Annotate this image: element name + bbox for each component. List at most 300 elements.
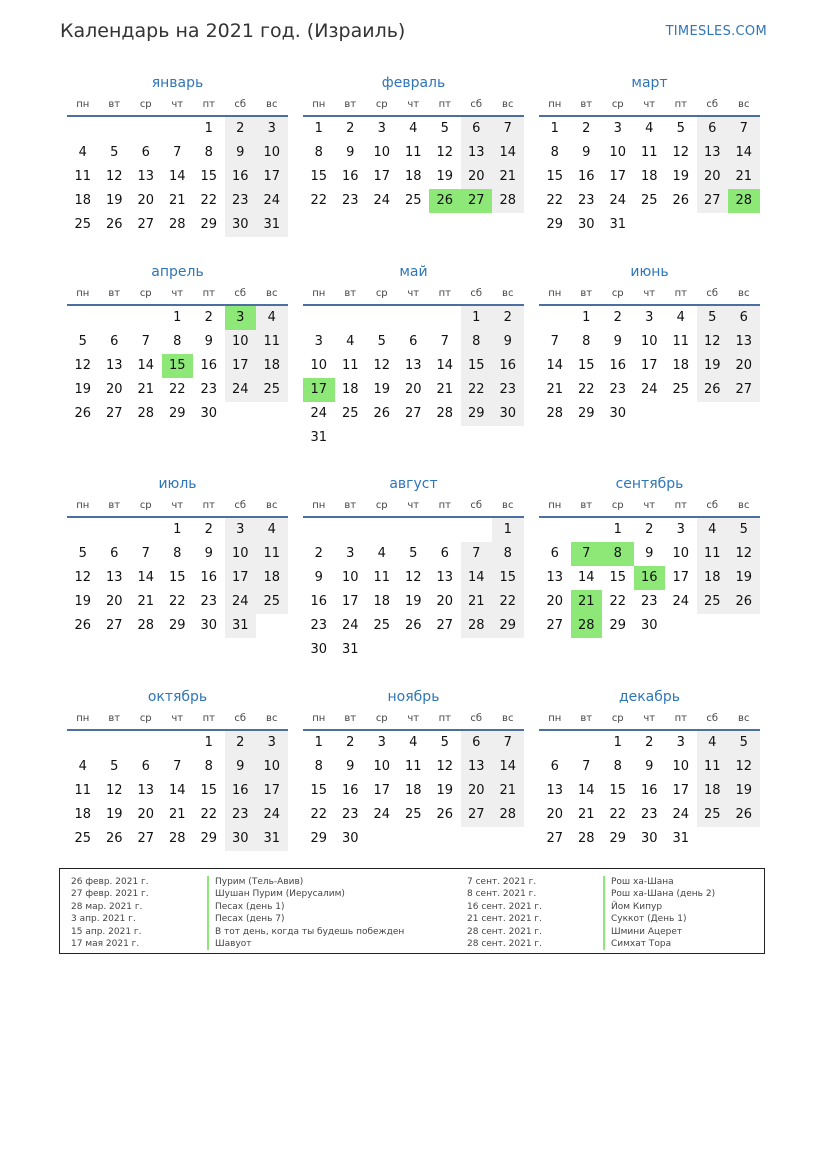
weekday-header: [303, 495, 524, 518]
day-cell: 14: [577, 570, 595, 585]
day-cell: 1: [314, 735, 323, 750]
day-cell: 25: [74, 831, 92, 846]
day-cell: 13: [546, 570, 564, 585]
day-cell: 24: [256, 803, 288, 827]
day-cell: 3: [256, 117, 288, 141]
day-cell: 16: [577, 169, 595, 184]
day-cell: 11: [373, 570, 391, 585]
day-cell: 12: [672, 145, 690, 160]
day-cell: 4: [676, 310, 685, 325]
weekday-label: ср: [375, 99, 388, 110]
day-cell: 14: [436, 358, 454, 373]
day-cell: 7: [141, 546, 150, 561]
day-cell: 3: [676, 522, 685, 537]
weekday-label: пт: [674, 99, 687, 110]
day-cell: 22: [200, 193, 218, 208]
weekday-header: [539, 283, 760, 306]
day-cell: 4: [645, 121, 654, 136]
weekday-label: пт: [202, 500, 215, 511]
day-cell: 9: [204, 334, 213, 349]
weekday-label: чт: [643, 500, 656, 511]
day-cell: 9: [346, 759, 355, 774]
day-cell: 4: [346, 334, 355, 349]
day-cell: 11: [256, 330, 288, 354]
day-cell: 12: [105, 783, 123, 798]
day-cell: 19: [728, 566, 760, 590]
day-cell: 28: [577, 831, 595, 846]
day-cell: 2: [492, 306, 524, 330]
day-cell: 15: [577, 358, 595, 373]
day-cell: 8: [204, 145, 213, 160]
day-grid: [539, 731, 760, 851]
weekday-label: вт: [108, 288, 121, 299]
day-cell: 5: [440, 121, 449, 136]
empty-cell: [571, 731, 603, 755]
month-name: август: [389, 476, 438, 492]
day-cell: 24: [256, 189, 288, 213]
day-cell: 9: [225, 141, 257, 165]
day-cell: 3: [645, 310, 654, 325]
day-cell: 24: [341, 618, 359, 633]
weekday-header: [539, 94, 760, 117]
day-cell: 23: [310, 618, 328, 633]
day-cell: 13: [728, 330, 760, 354]
day-cell: 27: [728, 378, 760, 402]
day-cell: 22: [461, 378, 493, 402]
weekday-label: ср: [375, 500, 388, 511]
day-cell: 5: [697, 306, 729, 330]
day-cell: 13: [461, 755, 493, 779]
day-cell: 29: [609, 831, 627, 846]
day-grid: [67, 117, 288, 237]
day-cell: 9: [204, 546, 213, 561]
day-cell: 17: [256, 165, 288, 189]
day-cell: 19: [74, 382, 92, 397]
day-cell: 30: [200, 618, 218, 633]
day-cell: 19: [728, 779, 760, 803]
day-cell: 1: [173, 310, 182, 325]
day-cell: 25: [404, 193, 422, 208]
empty-cell: [303, 518, 335, 542]
day-cell: 27: [461, 803, 493, 827]
day-cell: 14: [137, 358, 155, 373]
day-cell: 28: [546, 406, 564, 421]
day-cell: 5: [728, 731, 760, 755]
weekday-label: сб: [706, 288, 719, 299]
day-cell: 30: [341, 831, 359, 846]
weekday-label: чт: [171, 99, 184, 110]
weekday-header: [67, 495, 288, 518]
day-cell: 20: [461, 165, 493, 189]
month-block: [539, 473, 760, 638]
day-cell: 21: [168, 193, 186, 208]
day-cell: 30: [640, 618, 658, 633]
day-cell: 11: [256, 542, 288, 566]
day-cell: 26: [105, 217, 123, 232]
weekday-label: ср: [139, 500, 152, 511]
day-cell: 14: [137, 570, 155, 585]
empty-cell: [130, 117, 162, 141]
day-cell: 25: [256, 378, 288, 402]
day-cell: 18: [74, 807, 92, 822]
day-cell: 28: [137, 406, 155, 421]
month-name: сентябрь: [615, 476, 684, 492]
weekday-label: пн: [548, 288, 562, 299]
empty-cell: [130, 306, 162, 330]
day-cell: 22: [310, 193, 328, 208]
day-cell: 21: [436, 382, 454, 397]
weekday-label: пн: [312, 500, 326, 511]
day-cell: 20: [461, 779, 493, 803]
holiday-date: 7 сент. 2021 г.: [467, 877, 537, 887]
day-cell: 4: [409, 121, 418, 136]
weekday-label: вт: [344, 99, 357, 110]
day-cell: 6: [550, 546, 559, 561]
day-cell: 16: [341, 783, 359, 798]
day-cell: 11: [672, 334, 690, 349]
day-cell: 28: [168, 217, 186, 232]
day-cell: 26: [697, 378, 729, 402]
day-cell: 8: [461, 330, 493, 354]
day-cell: 7: [492, 117, 524, 141]
day-cell: 27: [105, 406, 123, 421]
day-cell: 16: [200, 358, 218, 373]
day-cell: 7: [582, 759, 591, 774]
day-cell: 25: [256, 590, 288, 614]
holiday-date: 21 сент. 2021 г.: [467, 914, 543, 925]
day-cell: 17: [672, 570, 690, 585]
empty-cell: [130, 731, 162, 755]
holiday-date: 15 апр. 2021 г.: [71, 926, 142, 937]
weekday-label: вс: [266, 288, 278, 299]
weekday-label: пн: [76, 500, 90, 511]
day-cell: 12: [105, 169, 123, 184]
day-cell: 15: [546, 169, 564, 184]
day-cell: 29: [168, 618, 186, 633]
day-cell: 23: [640, 807, 658, 822]
day-cell: 16: [310, 594, 328, 609]
day-cell: 5: [110, 145, 119, 160]
weekday-header: [539, 495, 760, 518]
day-cell: 13: [436, 570, 454, 585]
weekday-label: пн: [312, 99, 326, 110]
day-cell: 30: [200, 406, 218, 421]
holiday-day-cell: 28: [728, 189, 760, 213]
day-cell: 8: [204, 759, 213, 774]
day-cell: 6: [697, 117, 729, 141]
holiday-date: 28 сент. 2021 г.: [467, 926, 543, 937]
empty-cell: [335, 306, 367, 330]
day-cell: 5: [676, 121, 685, 136]
weekday-label: чт: [171, 500, 184, 511]
weekday-label: вт: [580, 99, 593, 110]
day-cell: 13: [697, 141, 729, 165]
weekday-label: чт: [171, 713, 184, 724]
day-cell: 27: [404, 406, 422, 421]
day-cell: 2: [225, 731, 257, 755]
day-cell: 28: [137, 618, 155, 633]
empty-cell: [398, 518, 430, 542]
day-cell: 21: [137, 382, 155, 397]
day-cell: 21: [492, 779, 524, 803]
day-cell: 18: [74, 193, 92, 208]
month-block: [539, 261, 760, 426]
day-cell: 19: [105, 193, 123, 208]
day-cell: 26: [404, 618, 422, 633]
day-cell: 2: [204, 522, 213, 537]
day-cell: 18: [697, 779, 729, 803]
day-cell: 12: [404, 570, 422, 585]
weekday-label: чт: [171, 288, 184, 299]
holiday-name: Песах (день 7): [207, 913, 285, 925]
weekday-label: пт: [674, 500, 687, 511]
day-cell: 20: [404, 382, 422, 397]
empty-cell: [539, 731, 571, 755]
weekday-label: чт: [643, 713, 656, 724]
day-cell: 14: [492, 141, 524, 165]
holiday-date: 26 февр. 2021 г.: [71, 877, 149, 887]
day-cell: 27: [546, 831, 564, 846]
weekday-label: ср: [139, 713, 152, 724]
day-cell: 26: [373, 406, 391, 421]
empty-cell: [162, 117, 194, 141]
holiday-date: 28 мар. 2021 г.: [71, 901, 143, 912]
empty-cell: [67, 518, 99, 542]
weekday-header: [539, 708, 760, 731]
empty-cell: [335, 518, 367, 542]
day-cell: 25: [672, 382, 690, 397]
day-cell: 7: [728, 117, 760, 141]
day-cell: 4: [256, 306, 288, 330]
day-cell: 10: [256, 141, 288, 165]
day-cell: 20: [137, 807, 155, 822]
weekday-label: ср: [611, 713, 624, 724]
day-cell: 15: [492, 566, 524, 590]
day-cell: 1: [314, 121, 323, 136]
day-cell: 10: [640, 334, 658, 349]
day-cell: 4: [78, 145, 87, 160]
day-cell: 25: [341, 406, 359, 421]
day-cell: 12: [436, 759, 454, 774]
day-cell: 1: [204, 121, 213, 136]
weekday-label: пн: [548, 713, 562, 724]
month-block: [67, 473, 288, 638]
holiday-name: В тот день, когда ты будешь побежден: [207, 926, 404, 938]
day-cell: 30: [225, 213, 257, 237]
day-cell: 12: [728, 542, 760, 566]
day-cell: 3: [613, 121, 622, 136]
day-cell: 5: [440, 735, 449, 750]
day-cell: 29: [492, 614, 524, 638]
day-cell: 18: [404, 169, 422, 184]
day-cell: 30: [577, 217, 595, 232]
weekday-label: пн: [76, 288, 90, 299]
weekday-label: вс: [266, 500, 278, 511]
weekday-header: [303, 94, 524, 117]
holiday-day-cell: 7: [571, 542, 603, 566]
day-cell: 15: [310, 783, 328, 798]
day-cell: 23: [609, 382, 627, 397]
day-cell: 20: [697, 165, 729, 189]
day-cell: 5: [377, 334, 386, 349]
holiday-day-cell: 17: [303, 378, 335, 402]
weekday-header: [303, 708, 524, 731]
day-cell: 1: [461, 306, 493, 330]
day-grid: [539, 518, 760, 638]
day-cell: 23: [492, 378, 524, 402]
day-cell: 13: [461, 141, 493, 165]
day-cell: 4: [409, 735, 418, 750]
weekday-label: сб: [234, 288, 247, 299]
day-cell: 22: [577, 382, 595, 397]
weekday-label: вт: [344, 500, 357, 511]
day-cell: 27: [105, 618, 123, 633]
day-cell: 10: [256, 755, 288, 779]
day-cell: 20: [728, 354, 760, 378]
day-cell: 11: [640, 145, 658, 160]
day-cell: 14: [577, 783, 595, 798]
day-cell: 1: [613, 522, 622, 537]
day-cell: 8: [314, 759, 323, 774]
day-cell: 28: [436, 406, 454, 421]
site-link[interactable]: TIMESLES.COM: [665, 24, 767, 39]
day-cell: 1: [492, 518, 524, 542]
day-cell: 22: [609, 807, 627, 822]
day-cell: 14: [461, 566, 493, 590]
day-cell: 9: [613, 334, 622, 349]
day-cell: 4: [697, 518, 729, 542]
day-cell: 14: [546, 358, 564, 373]
day-cell: 13: [137, 169, 155, 184]
empty-cell: [99, 117, 131, 141]
weekday-label: сб: [234, 713, 247, 724]
day-cell: 2: [346, 735, 355, 750]
day-cell: 5: [728, 518, 760, 542]
month-name: апрель: [151, 264, 204, 280]
empty-cell: [67, 731, 99, 755]
weekday-label: вт: [580, 288, 593, 299]
weekday-label: пт: [202, 99, 215, 110]
empty-cell: [99, 518, 131, 542]
empty-cell: [99, 731, 131, 755]
month-name: декабрь: [618, 689, 681, 705]
day-cell: 27: [436, 618, 454, 633]
day-cell: 1: [550, 121, 559, 136]
empty-cell: [366, 306, 398, 330]
weekday-label: сб: [234, 500, 247, 511]
day-cell: 25: [697, 590, 729, 614]
day-cell: 9: [645, 546, 654, 561]
page-title: Календарь на 2021 год. (Израиль): [60, 20, 406, 42]
day-cell: 25: [74, 217, 92, 232]
day-cell: 21: [137, 594, 155, 609]
holiday-day-cell: 21: [571, 590, 603, 614]
weekday-label: пт: [674, 713, 687, 724]
day-cell: 21: [492, 165, 524, 189]
day-cell: 30: [225, 827, 257, 851]
weekday-label: ср: [375, 288, 388, 299]
day-cell: 27: [697, 189, 729, 213]
month-name: июль: [158, 476, 197, 492]
day-cell: 19: [404, 594, 422, 609]
day-cell: 20: [137, 193, 155, 208]
weekday-label: сб: [234, 99, 247, 110]
day-cell: 15: [609, 570, 627, 585]
day-cell: 22: [310, 807, 328, 822]
weekday-label: пн: [312, 713, 326, 724]
day-cell: 1: [204, 735, 213, 750]
day-cell: 16: [609, 358, 627, 373]
day-cell: 8: [550, 145, 559, 160]
day-cell: 2: [225, 117, 257, 141]
weekday-label: вт: [580, 500, 593, 511]
holiday-name: Йом Кипур: [603, 901, 662, 913]
weekday-label: вс: [502, 99, 514, 110]
day-cell: 18: [404, 783, 422, 798]
day-cell: 16: [200, 570, 218, 585]
holiday-date: 8 сент. 2021 г.: [467, 889, 537, 900]
day-cell: 31: [225, 614, 257, 638]
month-name: май: [399, 264, 428, 280]
weekday-label: пт: [202, 288, 215, 299]
day-cell: 6: [141, 759, 150, 774]
day-cell: 16: [225, 165, 257, 189]
holiday-day-cell: 26: [429, 189, 461, 213]
day-cell: 3: [314, 334, 323, 349]
day-cell: 23: [200, 594, 218, 609]
day-cell: 8: [492, 542, 524, 566]
day-cell: 30: [492, 402, 524, 426]
day-cell: 6: [110, 546, 119, 561]
month-name: ноябрь: [387, 689, 440, 705]
day-cell: 11: [74, 169, 92, 184]
day-cell: 31: [256, 213, 288, 237]
day-cell: 2: [346, 121, 355, 136]
weekday-label: пн: [548, 99, 562, 110]
holiday-name: Суккот (День 1): [603, 913, 686, 925]
day-cell: 24: [373, 807, 391, 822]
day-cell: 17: [672, 783, 690, 798]
day-cell: 26: [105, 831, 123, 846]
day-cell: 5: [78, 546, 87, 561]
weekday-header: [67, 283, 288, 306]
day-cell: 19: [373, 382, 391, 397]
day-cell: 15: [609, 783, 627, 798]
day-grid: [539, 306, 760, 426]
weekday-label: сб: [470, 288, 483, 299]
day-cell: 7: [141, 334, 150, 349]
day-cell: 29: [310, 831, 328, 846]
weekday-label: сб: [470, 500, 483, 511]
day-cell: 3: [676, 735, 685, 750]
day-cell: 8: [314, 145, 323, 160]
day-grid: [539, 117, 760, 237]
holiday-date: 3 апр. 2021 г.: [71, 914, 136, 925]
weekday-label: ср: [611, 99, 624, 110]
day-cell: 1: [173, 522, 182, 537]
weekday-label: пт: [438, 288, 451, 299]
month-block: [303, 686, 524, 851]
weekday-label: вс: [502, 500, 514, 511]
day-cell: 25: [697, 803, 729, 827]
day-cell: 7: [550, 334, 559, 349]
holiday-day-cell: 16: [634, 566, 666, 590]
day-cell: 8: [582, 334, 591, 349]
weekday-label: вт: [108, 99, 121, 110]
weekday-label: вс: [738, 288, 750, 299]
month-block: [303, 473, 524, 662]
day-cell: 28: [492, 803, 524, 827]
